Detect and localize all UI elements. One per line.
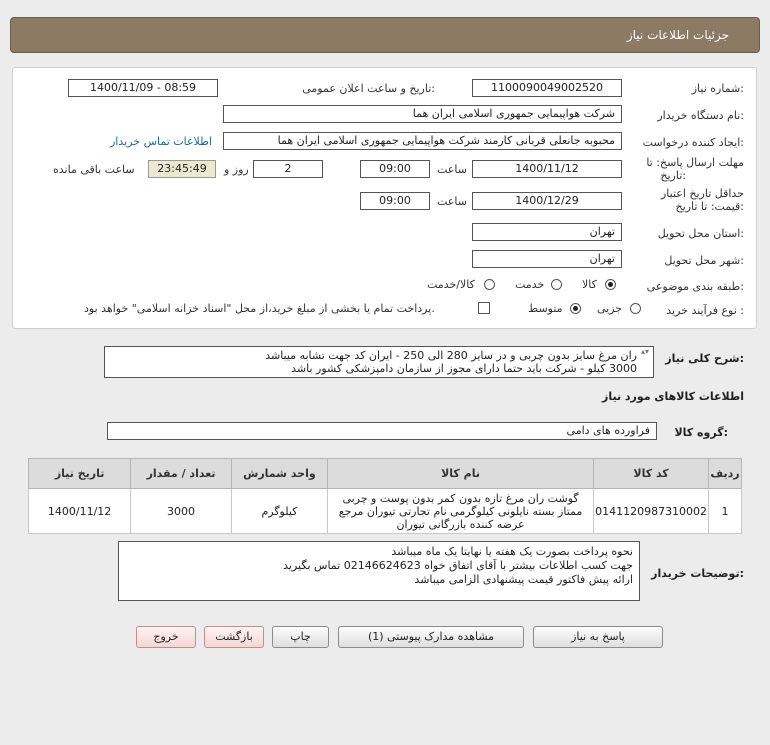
- description-label: شرح کلی نیاز:: [665, 352, 744, 365]
- col-row: ردیف: [709, 459, 742, 489]
- treasury-checkbox[interactable]: [478, 302, 490, 314]
- scroll-arrows-icon[interactable]: ▴▾: [641, 347, 650, 356]
- buyer-notes-line-1: نحوه پرداخت بصورت یک هفته یا نهایتا یک ماه میباشد: [391, 545, 633, 558]
- goods-table-header: [29, 459, 742, 489]
- col-name: نام کالا: [327, 459, 593, 489]
- validity-label: حداقل تاریخ اعتبار: [660, 187, 744, 200]
- days-field: 2: [253, 160, 323, 178]
- buyer-notes-line-3: ارائه پیش فاکتور قیمت پیشنهادی الزامی میباشد: [414, 573, 633, 586]
- validity-date-field: 1400/12/29: [472, 192, 622, 210]
- reply-button[interactable]: پاسخ به نیاز: [533, 626, 663, 648]
- validity-time-field: 09:00: [360, 192, 430, 210]
- col-unit: واحد شمارش: [231, 459, 327, 489]
- buyer-org-field: شرکت هواپیمایی جمهوری اسلامی ایران هما: [223, 105, 622, 123]
- buyer-notes-line-2: جهت کسب اطلاعات بیشتر با آقای اتفاق خواه 02146624623 تماس بگیرید: [283, 559, 633, 572]
- col-qty: تعداد / مقدار: [131, 459, 232, 489]
- description-box: [104, 346, 654, 378]
- process-radio-medium[interactable]: [570, 303, 581, 314]
- remaining-timer: 23:45:49: [148, 160, 216, 178]
- process-label: نوع فرآیند خرید :: [666, 304, 744, 317]
- province-field: تهران: [472, 223, 622, 241]
- goods-group-field: فراورده های دامی: [107, 422, 657, 440]
- announce-field: 1400/11/09 - 08:59: [68, 79, 218, 97]
- exit-button[interactable]: خروج: [136, 626, 196, 648]
- attachments-button[interactable]: مشاهده مدارک پیوستی (1): [338, 626, 524, 648]
- city-label: شهر محل تحویل:: [664, 254, 744, 267]
- col-date: تاریخ نیاز: [29, 459, 131, 489]
- cell-qty: 3000: [131, 489, 232, 534]
- col-code: کد کالا: [594, 459, 709, 489]
- announce-label: تاریخ و ساعت اعلان عمومی:: [302, 82, 435, 95]
- cell-row: 1: [709, 489, 742, 534]
- buyer-org-label: نام دستگاه خریدار:: [657, 109, 744, 122]
- validity-time-label: ساعت: [437, 195, 467, 208]
- send-time-label: ساعت: [437, 163, 467, 176]
- treasury-note: پرداخت تمام یا بخشی از مبلغ خرید،از محل "اسناد خزانه اسلامی" خواهد بود.: [84, 302, 435, 315]
- print-button[interactable]: چاپ: [272, 626, 329, 648]
- process-radio-minor[interactable]: [630, 303, 641, 314]
- cell-name: گوشت ران مرغ تازه بدون کمر بدون پوست و چربی ممتاز بسته نایلونی کیلوگرمی نام تجارتی تیوران مرجع عرضه کننده بازرگانی تیوران: [327, 489, 593, 534]
- goods-section-title: اطلاعات کالاهای مورد نیاز: [602, 390, 744, 403]
- category-label: طبقه بندی موضوعی:: [646, 280, 744, 293]
- page-title: جزئیات اطلاعات نیاز: [626, 28, 729, 42]
- table-row: [29, 489, 742, 534]
- goods-table: [28, 458, 742, 534]
- cell-unit: کیلوگرم: [231, 489, 327, 534]
- category-option-goods: کالا: [582, 278, 597, 291]
- category-radio-service[interactable]: [551, 279, 562, 290]
- description-line-2: 3000 کیلو - شرکت باید حتما دارای مجوز از سازمان دامپزشکی کشور باشد: [291, 362, 637, 375]
- remaining-label: ساعت باقی مانده: [53, 163, 135, 176]
- description-line-1: ران مرغ سایز بدون چربی و در سایز 280 الی 250 - ایران کد جهت تشابه میباشد: [265, 349, 637, 362]
- send-deadline-label: مهلت ارسال پاسخ: تا: [646, 156, 744, 169]
- back-button[interactable]: بازگشت: [204, 626, 264, 648]
- cell-date: 1400/11/12: [29, 489, 131, 534]
- process-option-medium: متوسط: [528, 302, 563, 315]
- buyer-notes-label: توضیحات خریدار:: [651, 567, 744, 580]
- category-radio-goods-service[interactable]: [484, 279, 495, 290]
- category-radio-goods[interactable]: [605, 279, 616, 290]
- send-deadline-label-2: تاریخ:: [660, 169, 686, 182]
- category-option-goods-service: کالا/خدمت: [427, 278, 475, 291]
- need-number-label: شماره نیاز:: [691, 82, 744, 95]
- send-date-field: 1400/11/12: [472, 160, 622, 178]
- creator-field: محبوبه جانعلی قربانی کارمند شرکت هواپیمایی جمهوری اسلامی ایران هما: [223, 132, 622, 150]
- buyer-contact-link[interactable]: اطلاعات تماس خریدار: [110, 135, 212, 148]
- days-label: روز و: [224, 163, 249, 176]
- goods-group-label: گروه کالا:: [674, 426, 728, 439]
- page-header: [10, 17, 760, 53]
- cell-code: 0141120987310002: [594, 489, 709, 534]
- send-time-field: 09:00: [360, 160, 430, 178]
- creator-label: ایجاد کننده درخواست:: [642, 136, 744, 149]
- buyer-notes-box: [118, 541, 640, 601]
- need-number-field: 1100090049002520: [472, 79, 622, 97]
- process-option-minor: جزیی: [597, 302, 623, 315]
- validity-label-2: قیمت: تا تاریخ:: [675, 200, 744, 213]
- province-label: استان محل تحویل:: [657, 227, 744, 240]
- city-field: تهران: [472, 250, 622, 268]
- category-option-service: خدمت: [515, 278, 545, 291]
